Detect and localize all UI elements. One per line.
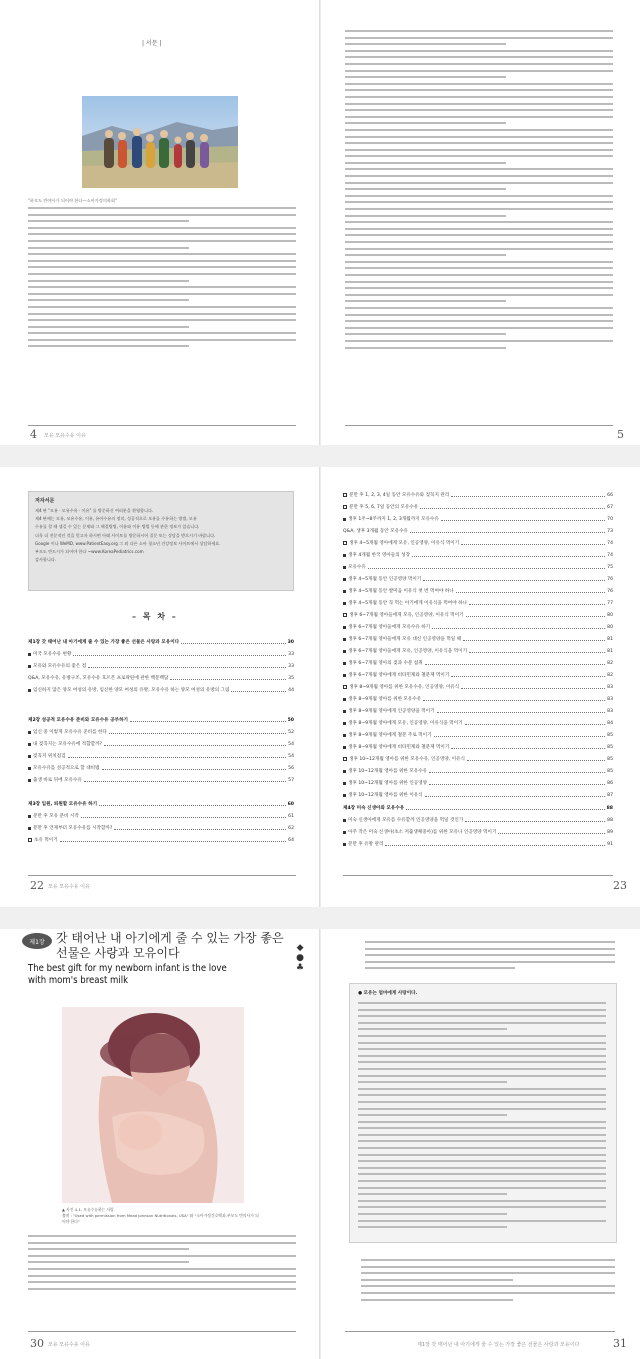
- spread-separator: [0, 445, 640, 467]
- toc-item[interactable]: 아주 작은 미숙 신생아(초소 저출생체중아)를 위한 모유나 인공영양 먹이기 89: [343, 829, 613, 835]
- running-footer: 모유 모유수유 이유: [48, 884, 90, 890]
- page-4: [0, 0, 320, 445]
- preface-line: 감사합니다.: [35, 557, 57, 563]
- spread-1: [0, 0, 640, 445]
- caption-line: ▲ 사진 4-1. 모유수유하는 사랑.: [62, 1207, 116, 1212]
- footer-rule: [343, 875, 613, 876]
- toc-item[interactable]: 생후 4개월 한국 영아들의 성장 74: [343, 549, 613, 561]
- toc-item[interactable]: 미국 모유수유 현황 33: [28, 651, 294, 657]
- toc-item[interactable]: 생후 10~12개월 영아를 위한 이유식 87: [343, 789, 613, 801]
- page-number: 23: [613, 879, 627, 892]
- spread-2: [0, 467, 640, 907]
- toc-item[interactable]: 생후 8~9개월 영아에게 모유, 인공영양, 이유식을 먹이기 84: [343, 717, 613, 729]
- box-title: ● 모유는 엄마에게 사랑이다.: [358, 991, 418, 996]
- page-number: 22: [30, 879, 44, 892]
- toc-item[interactable]: 생후 6~7개월 영아들에게 모유수유 하기 80: [343, 621, 613, 633]
- toc-item[interactable]: 생후 6~7개월 영아에게 비타민제와 철분제 먹이기 82: [343, 669, 613, 681]
- toc-item[interactable]: 생후 6~7개월 영아의 젖과 수분 섭취 82: [343, 657, 613, 669]
- toc-item[interactable]: 임신 중 이렇게 모유수유 준비를 한다 52: [28, 729, 294, 735]
- toc-chapter-1[interactable]: 제1장 갓 태어난 내 아기에게 줄 수 있는 가장 좋은 선물은 사랑과 모유이다 30: [28, 639, 294, 645]
- family-group-image: [82, 96, 238, 188]
- section-tag: | 서문 |: [142, 40, 162, 47]
- toc-item[interactable]: 생후 6~7개월 영아들에게 모유, 인공영양, 이유식 먹이기 80: [343, 609, 613, 621]
- running-footer: 모유 모유수유 이유: [48, 1342, 90, 1348]
- footer-rule: [345, 1331, 615, 1332]
- toc-item[interactable]: 모유와 모유수유의 좋은 점 33: [28, 663, 294, 669]
- spread-separator: [0, 907, 640, 929]
- preface-line: 수유를 할 때 생길 수 있는 문제와 그 해결방법, 이유와 이유 방법 등에 관한 정보가 있습니다.: [35, 524, 200, 530]
- body-text-page31-bottom: [361, 1259, 615, 1305]
- body-text-page30: [28, 1235, 296, 1294]
- box-list: [358, 1002, 606, 1228]
- body-text-page5: [345, 30, 613, 353]
- body-text-page4: [28, 198, 296, 352]
- toc-item[interactable]: 생후 6~7개월 영아들에게 모유, 인공영양, 이유식을 먹이기 81: [343, 645, 613, 657]
- toc-item[interactable]: Q&A, 모유수유, 유방구조, 모유수유 호르몬 프로락틴에 관한 백문백답 35: [28, 675, 294, 681]
- toc-title: – 목 차 –: [132, 612, 178, 621]
- preface-title: 저자서문: [35, 498, 55, 504]
- toc-item[interactable]: 젖꼭지 위치점검 54: [28, 753, 294, 759]
- preface-line: 더욱 더 전문적인 것을 얻고자 하시면 아래 사이트를 방문하시어 질문 또는 상담을 받으시기 바랍니다.: [35, 532, 216, 538]
- footer-rule: [28, 425, 296, 426]
- toc-item[interactable]: 생후 10~12개월 영아를 위한 인공영양 86: [343, 777, 613, 789]
- toc-item[interactable]: 분만 후 유방 관리 91: [343, 841, 613, 847]
- toc-item[interactable]: 생후 10~12개월 영아를 위한 모유수유 85: [343, 765, 613, 777]
- toc-continued: [343, 489, 613, 801]
- ornament-icon: ◆ ● ♣: [296, 943, 305, 973]
- toc-item[interactable]: 생후 6~7개월 영아들에게 모유 대신 인공영양을 먹일 때 81: [343, 633, 613, 645]
- title-ko-line: 선물은 사랑과 모유이다: [56, 946, 180, 960]
- toc-item[interactable]: 분만 후 모유 분비 시작 61: [28, 813, 294, 819]
- toc-item[interactable]: 생후 8~9개월 영아에게 인공영양을 먹이기 83: [343, 705, 613, 717]
- mother-baby-photo: [62, 1007, 244, 1203]
- title-en-line: The best gift for my newborn infant is the love: [28, 963, 227, 974]
- toc-item[interactable]: 분만 후 언제부터 모유수유를 시작할까? 62: [28, 825, 294, 831]
- spread-3: [0, 929, 640, 1359]
- title-ko-line: 갓 태어난 내 아기에게 줄 수 있는 가장 좋은: [56, 931, 284, 945]
- page-number: 5: [617, 428, 624, 441]
- toc-item[interactable]: 임신하지 않은 양모 여성의 유방, 임신한 양모 여성의 유방, 모유수유 하는 양모 여성의 유방의 그림 44: [28, 687, 294, 693]
- toc-item[interactable]: 내 젖꼭지는 모유수유에 적합할까? 54: [28, 741, 294, 747]
- page-31: [321, 929, 640, 1359]
- toc-item[interactable]: 모유수유를 성공적으로 할 대비법 56: [28, 765, 294, 771]
- intro-quote: "하모도 반야사가 되어야 한다—소아가정의학회": [28, 198, 117, 203]
- page-number: 4: [30, 428, 37, 441]
- notice-box: [349, 983, 617, 1243]
- page-23: [321, 467, 640, 907]
- toc-item[interactable]: 생후 4~5개월 동안 꼭 먹는 아기에게 이유식을 먹여야 하나 77: [343, 597, 613, 609]
- preface-box: [28, 491, 294, 591]
- toc-item[interactable]: 생후 4~5개월 동안 인공영양 먹이기 76: [343, 573, 613, 585]
- title-en-line: with mom's breast milk: [28, 975, 129, 986]
- preface-line: 제4 판에는 모유, 모유수유, 이유, 유아수유의 정의, 성공적으로 모유를 수유하는 방법, 모유: [35, 516, 197, 522]
- toc-item[interactable]: 생후 8~9개월 영아에게 비타민제와 철분제 먹이기 85: [343, 741, 613, 753]
- page-number: 30: [30, 1337, 44, 1350]
- family-photo: [82, 96, 238, 188]
- toc-item[interactable]: 생후 4~5개월 영아에게 모유, 인공영양, 이유식 먹이기 74: [343, 537, 613, 549]
- chapter-title-en: [28, 963, 227, 987]
- chapter-label: 제1장: [29, 938, 45, 946]
- toc-item[interactable]: 분만 후 1, 2, 3, 4일 동안 모유수유와 젖꼭지 관리 66: [343, 489, 613, 501]
- body-text-page31: [365, 941, 615, 974]
- footer-rule: [345, 425, 613, 426]
- toc-chapter-3[interactable]: 제3장 입원, 퇴원할 모유수유 하기 60: [28, 801, 294, 807]
- chapter-badge: [22, 933, 52, 949]
- footer-rule: [28, 1331, 296, 1332]
- preface-line: 제4 판 "모유 · 모유수유 · 이유" 를 방문하신 여러분을 환영합니다.: [35, 508, 154, 513]
- footer-rule: [28, 875, 296, 876]
- caption-line: 출처 : "Used with permission from Mead Johnson Nutritionals, USA" 와 "소아가정간호백과-부모도 반의사가 되어야 한다": [62, 1213, 259, 1224]
- toc-item[interactable]: 생후 10~12개월 영아를 위한 모유수유, 인공영양, 이유식 85: [343, 753, 613, 765]
- toc-item[interactable]: 모유수유 75: [343, 561, 613, 573]
- toc-chapter-2[interactable]: 제2장 성공적 모유수유 준비와 모유수유 공부하기 50: [28, 717, 294, 723]
- toc-item[interactable]: 생후 8~9개월 영아를 위한 모유수유 83: [343, 693, 613, 705]
- preface-text: [35, 507, 287, 564]
- page-30: [0, 929, 320, 1359]
- chapter-title-ko: [56, 931, 284, 961]
- toc-item[interactable]: 출생 바로 뒤에 모유수유 57: [28, 777, 294, 783]
- toc-item[interactable]: 생후 1주~8주까지 1, 2, 3개월까지 모유수유 70: [343, 513, 613, 525]
- toc-item[interactable]: 생후 8~9개월 영아를 위한 모유수유, 인공영양, 이유식 83: [343, 681, 613, 693]
- preface-line: Google 이나 WeMD, www.PatientEasy.org 그 외 다른 소아 청소년 건강정보 사이트에서 상담하세요.: [35, 540, 221, 546]
- running-footer: 모유 모유수유 이유: [44, 433, 86, 439]
- toc-item[interactable]: 초유 먹이기 64: [28, 837, 294, 843]
- page-5: [321, 0, 640, 445]
- running-footer: 제1장 갓 태어난 내 아기에게 줄 수 있는 가장 좋은 선물은 사랑과 모유이다: [417, 1342, 580, 1348]
- photo-caption: [62, 1207, 262, 1225]
- preface-line: 부모도 반드시가 되어야 한다 ~www.KoreaPediatrics.com: [35, 549, 144, 555]
- toc-chapter-4[interactable]: 제4장 미숙 신생아와 모유수유 88: [343, 805, 613, 811]
- page-number: 31: [613, 1337, 627, 1350]
- toc-item[interactable]: Q&A, 생후 3개월 동안 모유수유 73: [343, 528, 613, 534]
- toc-item[interactable]: 미숙 신생아에게 모유를 수유할까 인공영양을 먹일 것인가 88: [343, 817, 613, 823]
- page-22: [0, 467, 320, 907]
- breastfeeding-image: [62, 1007, 244, 1203]
- toc-item[interactable]: 분만 후 5, 6, 7일 동안의 모유수유 67: [343, 501, 613, 513]
- toc-item[interactable]: 생후 4~5개월 동안 쌀미음 이유식 첫 번 먹여야 하나 76: [343, 585, 613, 597]
- toc-item[interactable]: 생후 8~9개월 영아에게 철분 주로 먹이기 85: [343, 729, 613, 741]
